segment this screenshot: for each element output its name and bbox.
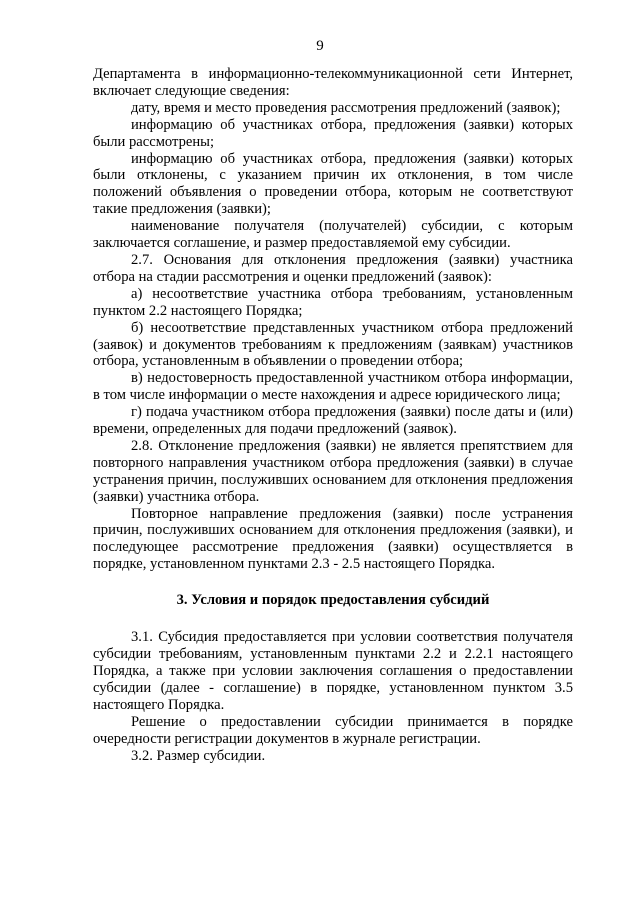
section-heading: 3. Условия и порядок предоставления субсидий bbox=[176, 592, 490, 609]
paragraph: 2.8. Отклонение предложения (заявки) не является препятствием для повторного направления участником отбора предложения (заявки) в случае устранения причин, послуживших основанием для отклонения предложения (заявки) участника отбора. bbox=[93, 437, 573, 505]
paragraph: дату, время и место проведения рассмотрения предложений (заявок); bbox=[131, 99, 561, 116]
paragraph: Решение о предоставлении субсидии принимается в порядке очередности регистрации документов в журнале регистрации. bbox=[93, 713, 573, 747]
paragraph: г) подача участником отбора предложения (заявки) после даты и (или) времени, определенных для подачи предложений (заявок). bbox=[93, 404, 573, 438]
paragraph: Департамента в информационно-телекоммуникационной сети Интернет, включает следующие сведения: bbox=[93, 66, 573, 99]
paragraph: б) несоответствие представленных участником отбора предложений (заявок) и документов требованиям к предложениям (заявкам) участников отбора, установленным в объявлении о проведении отбора; bbox=[93, 319, 573, 370]
paragraph: в) недостоверность предоставленной участником отбора информации, в том числе информации о месте нахождения и адресе юридического лица; bbox=[93, 370, 573, 404]
paragraph: информацию об участниках отбора, предложения (заявки) которых были отклонены, с указанием причин их отклонения, в том числе положений объявления о проведении отбора, которым не соответствуют такие предложения (заявки); bbox=[93, 150, 573, 218]
paragraph: Повторное направление предложения (заявки) после устранения причин, послуживших основанием для отклонения предложения (заявки), и последующее рассмотрение предложения (заявки) осуществляется в порядке, установленном пунктами 2.3 - 2.5 настоящего Порядка. bbox=[93, 505, 573, 573]
paragraph: информацию об участниках отбора, предложения (заявки) которых были рассмотрены; bbox=[93, 116, 573, 150]
document-body bbox=[93, 66, 573, 764]
paragraph: наименование получателя (получателей) субсидии, с которым заключается соглашение, и размер предоставляемой ему субсидии. bbox=[93, 218, 573, 252]
page-number: 9 bbox=[316, 38, 324, 54]
paragraph: 2.7. Основания для отклонения предложения (заявки) участника отбора на стадии рассмотрения и оценки предложений (заявок): bbox=[93, 251, 573, 285]
paragraph: 3.2. Размер субсидии. bbox=[131, 747, 266, 764]
paragraph: 3.1. Субсидия предоставляется при условии соответствия получателя субсидии требованиям, установленным пунктами 2.2 и 2.2.1 настоящего Порядка, а также при условии заключения соглашения о предоставлении субсидии (далее - соглашение) в порядке, установленном пунктом 3.5 настоящего Порядка. bbox=[93, 629, 573, 713]
paragraph: а) несоответствие участника отбора требованиям, установленным пунктом 2.2 настоящего Порядка; bbox=[93, 285, 573, 319]
